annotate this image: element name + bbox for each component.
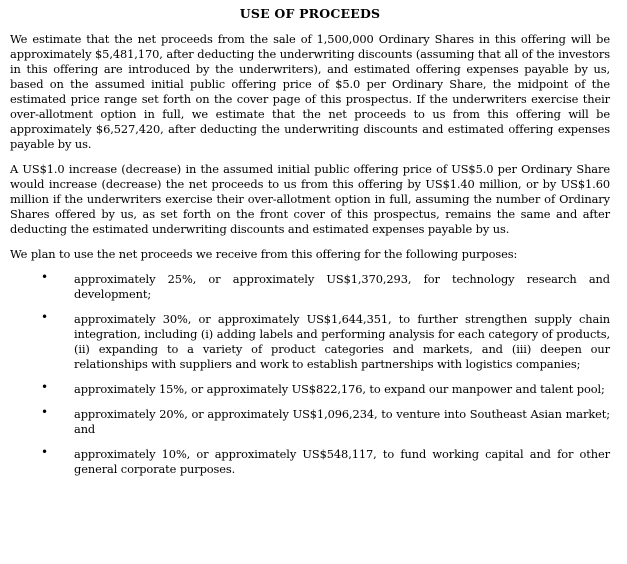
- list-item: [10, 272, 610, 302]
- bullet-icon: •: [41, 270, 48, 284]
- use-of-proceeds-list: [10, 272, 610, 477]
- list-item-text: approximately 30%, or approximately US$1,644,351, to further strengthen supply chain integration, including (i) adding labels and performing analysis for each category of products, (ii) expanding to a variety of product categories and markets, and (iii) deepen our relationships with suppliers and work to establish partnerships with logistics companies;: [74, 312, 610, 371]
- list-item-text: approximately 25%, or approximately US$1,370,293, for technology research and development;: [74, 272, 610, 301]
- bullet-icon: •: [41, 445, 48, 459]
- section-title: USE OF PROCEEDS: [239, 6, 381, 21]
- net-proceeds-paragraph: We estimate that the net proceeds from the sale of 1,500,000 Ordinary Shares in this offering will be approximately $5,481,170, after deducting the underwriting discounts (assuming that all of the investors in this offering are introduced by the underwriters), and estimated offering expenses payable by us, based on the assumed initial public offering price of $5.0 per Ordinary Share, the midpoint of the estimated price range set forth on the cover page of this prospectus. If the underwriters exercise their over-allotment option in full, we estimate that the net proceeds to us from this offering will be approximately $6,527,420, after deducting the underwriting discounts and estimated offering expenses payable by us.: [10, 32, 610, 151]
- list-item-text: approximately 20%, or approximately US$1,096,234, to venture into Southeast Asian market; and: [74, 407, 610, 436]
- bullet-icon: •: [41, 310, 48, 324]
- bullet-icon: •: [41, 380, 48, 394]
- list-item-text: approximately 15%, or approximately US$822,176, to expand our manpower and talent pool;: [74, 382, 605, 396]
- planned-uses-intro: We plan to use the net proceeds we receive from this offering for the following purposes:: [10, 247, 518, 261]
- list-item: [10, 407, 610, 437]
- list-item: [10, 312, 610, 372]
- list-item-text: approximately 10%, or approximately US$548,117, to fund working capital and for other general corporate purposes.: [74, 447, 610, 476]
- price-sensitivity-paragraph: A US$1.0 increase (decrease) in the assumed initial public offering price of US$5.0 per Ordinary Share would increase (decrease) the net proceeds to us from this offering by US$1.40 million, or by US$1.60 million if the underwriters exercise their over-allotment option in full, assuming the number of Ordinary Shares offered by us, as set forth on the front cover of this prospectus, remains the same and after deducting the estimated underwriting discounts and estimated expenses payable by us.: [10, 162, 610, 236]
- document-page: [10, 6, 610, 487]
- list-item: [10, 382, 610, 397]
- list-item: [10, 447, 610, 477]
- bullet-icon: •: [41, 405, 48, 419]
